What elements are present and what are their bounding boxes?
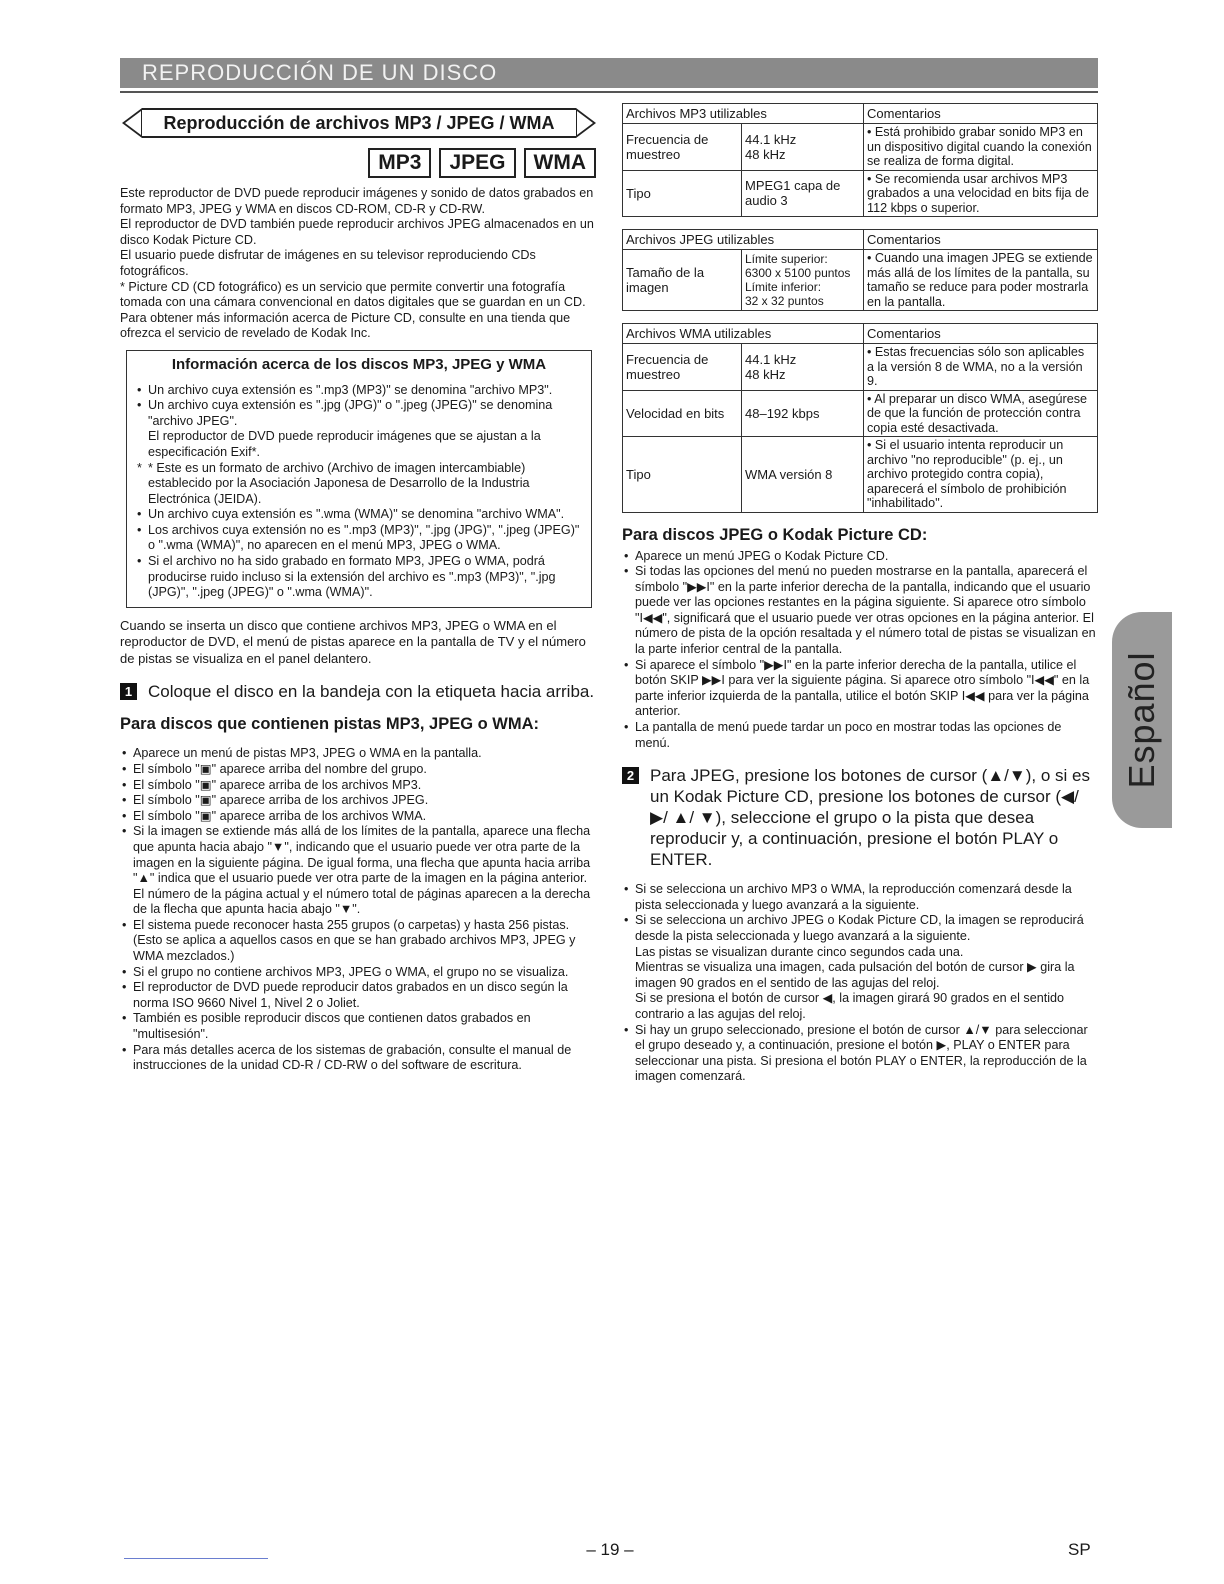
table-cell: Frecuencia de muestreo: [623, 344, 742, 391]
footer-line: [124, 1558, 268, 1559]
table-row: [623, 170, 1098, 217]
table-header: Archivos JPEG utilizables: [623, 230, 864, 250]
table-cell: WMA versión 8: [742, 437, 864, 513]
info-box: [126, 350, 592, 608]
badge-wma: WMA: [524, 148, 596, 178]
list-subitem: Mientras se visualiza una imagen, cada pulsación del botón de cursor ▶ gira la imagen 90 grados en el sentido de las agujas del reloj.: [635, 960, 1075, 990]
list-item: • El reproductor de DVD puede reproducir datos grabados en un disco según la norma ISO 9660 Nivel 1, Nivel 2 o Joliet.: [120, 980, 598, 1011]
list-item: • Si el archivo no ha sido grabado en formato MP3, JPEG o WMA, podrá producirse ruido incluso si la extensión del archivo es ".mp3 (MP3)", ".jpg (JPG)", ".jpeg (JPEG)" o ".wma (WMA)".: [135, 554, 583, 601]
table-row: [623, 437, 1098, 513]
banner-rule: [120, 91, 1098, 93]
list-subitem: Si se presiona el botón de cursor ◀, la imagen girará 90 grados en el sentido contrario a las agujas del reloj.: [635, 991, 1065, 1021]
list-item: • El símbolo "▣" aparece arriba del nombre del grupo.: [120, 762, 598, 778]
table-row: [623, 250, 1098, 311]
table-cell: • Está prohibido grabar sonido MP3 en un dispositivo digital cuando la conexión se realiza de forma digital.: [864, 124, 1098, 171]
list-item: El reproductor de DVD puede reproducir imágenes que se ajustan a la especificación Exif*.: [148, 429, 541, 459]
section-heading-text: Reproducción de archivos MP3 / JPEG / WMA: [142, 108, 576, 138]
list-item: • El símbolo "▣" aparece arriba de los archivos MP3.: [120, 778, 598, 794]
mp3-subheading: Para discos que contienen pistas MP3, JPEG o WMA:: [120, 715, 540, 734]
language-tab-label: Español: [1121, 651, 1162, 789]
list-item: • Los archivos cuya extensión no es ".mp3 (MP3)", ".jpg (JPG)", ".jpeg (JPEG)" o ".wma (WMA)", no aparecen en el menú MP3, JPEG o WMA.: [135, 523, 583, 554]
jpeg-list: [622, 549, 1098, 752]
mp3-table: [622, 103, 1098, 217]
list-item: • Un archivo cuya extensión es ".jpg (JPG)" o ".jpeg (JPEG)" se denomina "archivo JPEG".: [135, 398, 583, 429]
list-item: • Un archivo cuya extensión es ".mp3 (MP3)" se denomina "archivo MP3".: [135, 383, 583, 399]
mp3-list: [120, 746, 598, 1073]
step-1: [120, 681, 598, 702]
page-language-code: SP: [1068, 1540, 1091, 1559]
list-item: • Aparece un menú JPEG o Kodak Picture CD.: [622, 549, 1098, 565]
list-item: • Si la imagen se extiende más allá de los límites de la pantalla, aparece una flecha que apunta hacia abajo "▼", indicando que el usuario puede ver otra parte de la imagen en la siguiente página. De igual forma, una flecha que apunta hacia arriba "▲" indica que el usuario puede ver otra parte de la imagen en la página anterior. El número de la página actual y el número total de páginas aparecen a la derecha de la flecha que apunta hacia abajo "▼".: [120, 824, 598, 918]
intro-paragraph: El reproductor de DVD también puede reproducir archivos JPEG almacenados en un disco Kodak Picture CD.: [120, 217, 594, 247]
table-header: Comentarios: [864, 230, 1098, 250]
table-cell: • Al preparar un disco WMA, asegúrese de que la función de protección contra copia esté desactivada.: [864, 390, 1098, 437]
list-item-footnote: * * Este es un formato de archivo (Archivo de imagen intercambiable) establecido por la Asociación Japonesa de Desarrollo de la Industria Electrónica (JEIDA).: [135, 461, 583, 508]
right-column: [622, 103, 1098, 1085]
intro-footnote: * Picture CD (CD fotográfico) es un servicio que permite convertir una fotografía tomada con una cámara convencional en datos digitales que se guardan en un CD.: [120, 279, 586, 310]
table-row: [623, 390, 1098, 437]
intro-paragraph: Para obtener más información acerca de Picture CD, consulte en una tienda que ofrezca el servicio de revelado de Kodak Inc.: [120, 310, 571, 341]
step-2: [622, 765, 1098, 870]
page-number: – 19 –: [586, 1540, 634, 1559]
table-cell: Tipo: [623, 170, 742, 217]
table-cell: • Se recomienda usar archivos MP3 grabados a una velocidad en bits fija de 112 kbps o superior.: [864, 170, 1098, 217]
table-cell: Tamaño de la imagen: [623, 250, 742, 311]
list-item: • Si aparece el símbolo "▶▶I" en la parte inferior derecha de la pantalla, utilice el botón SKIP ▶▶I para ver la siguiente página. Si aparece otro símbolo "I◀◀" en la parte inferior izquierda de la pantalla, utilice el botón SKIP I◀◀ para ver la página anterior.: [622, 658, 1098, 720]
list-item: • Para más detalles acerca de los sistemas de grabación, consulte el manual de instrucciones de la unidad CD-R / CD-RW o del software de escritura.: [120, 1043, 598, 1074]
list-item: • Si se selecciona un archivo MP3 o WMA, la reproducción comenzará desde la pista seleccionada y luego avanzará a la siguiente.: [622, 882, 1098, 913]
info-box-title: Información acerca de los discos MP3, JPEG y WMA: [171, 355, 547, 373]
table-cell: • Cuando una imagen JPEG se extiende más allá de los límites de la pantalla, su tamaño se reduce para poder mostrarla en la pantalla.: [864, 250, 1098, 311]
list-item: • El símbolo "▣" aparece arriba de los archivos JPEG.: [120, 793, 598, 809]
table-cell: Límite superior: 6300 x 5100 puntos Límite inferior: 32 x 32 puntos: [742, 250, 864, 311]
section-heading: [120, 108, 598, 138]
section-banner: REPRODUCCIÓN DE UN DISCO: [120, 58, 1098, 88]
table-cell: 48–192 kbps: [742, 390, 864, 437]
intro-text: [120, 186, 598, 342]
intro-paragraph: El usuario puede disfrutar de imágenes en su televisor reproduciendo CDs fotográficos.: [120, 248, 536, 278]
table-header: Comentarios: [864, 324, 1098, 344]
table-cell: MPEG1 capa de audio 3: [742, 170, 864, 217]
wma-table: [622, 323, 1098, 513]
list-item: • La pantalla de menú puede tardar un poco en mostrar todas las opciones de menú.: [622, 720, 1098, 751]
table-cell: • Si el usuario intenta reproducir un archivo "no reproducible" (p. ej., un archivo protegido contra copia), aparecerá el símbolo de prohibición "inhabilitado".: [864, 437, 1098, 513]
list-item: • Si todas las opciones del menú no pueden mostrarse en la pantalla, aparecerá el símbolo "▶▶I" en la parte inferior derecha de la pantalla, indicando que el usuario puede ver las opciones restantes en la página siguiente. Si aparece otro símbolo "I◀◀", significará que el usuario puede ver otras opciones en la página anterior. El número de pista de la opción resaltada y el número total de pistas se visualizan en la parte inferior central de la pantalla.: [622, 564, 1098, 658]
table-cell: 44.1 kHz 48 kHz: [742, 124, 864, 171]
table-header: Archivos MP3 utilizables: [623, 104, 864, 124]
table-cell: Tipo: [623, 437, 742, 513]
list-item: • El símbolo "▣" aparece arriba de los archivos WMA.: [120, 809, 598, 825]
step2-list: [622, 882, 1098, 1085]
list-item: • Si el grupo no contiene archivos MP3, JPEG o WMA, el grupo no se visualiza.: [120, 965, 598, 981]
list-item: • También es posible reproducir discos que contienen datos grabados en "multisesión".: [120, 1011, 598, 1042]
table-cell: • Estas frecuencias sólo son aplicables a la versión 8 de WMA, no a la versión 9.: [864, 344, 1098, 391]
badge-jpeg: JPEG: [439, 148, 515, 178]
table-header: Archivos WMA utilizables: [623, 324, 864, 344]
insert-disc-text: Cuando se inserta un disco que contiene archivos MP3, JPEG o WMA en el reproductor de DVD, el menú de pistas aparece en la pantalla de TV y el número de pistas se visualiza en el panel delantero.: [120, 617, 586, 666]
table-row: [623, 344, 1098, 391]
list-item: • Aparece un menú de pistas MP3, JPEG o WMA en la pantalla.: [120, 746, 598, 762]
format-badges: [120, 148, 596, 178]
step-text: Para JPEG, presione los botones de cursor (▲/▼), o si es un Kodak Picture CD, presione los botones de cursor (◀/ ▶/ ▲/ ▼), seleccione el grupo o la pista que desea reproducir y, a continuación, presione el botón PLAY o ENTER.: [650, 766, 1090, 870]
language-tab: [1112, 612, 1172, 828]
left-column: [120, 100, 598, 1074]
list-item: • Si hay un grupo seleccionado, presione el botón de cursor ▲/▼ para seleccionar el grupo deseado y, a continuación, presione el botón ▶, PLAY o ENTER para seleccionar una pista. Si presiona el botón PLAY o ENTER, la reproducción de la imagen comenzará.: [622, 1023, 1098, 1085]
list-item: • Un archivo cuya extensión es ".wma (WMA)" se denomina "archivo WMA".: [135, 507, 583, 523]
step-number: 1: [120, 683, 137, 700]
list-item: • El sistema puede reconocer hasta 255 grupos (o carpetas) y hasta 256 pistas. (Esto se aplica a aquellos casos en que se han grabado archivos MP3, JPEG y WMA mezclados.): [120, 918, 598, 965]
badge-mp3: MP3: [368, 148, 431, 178]
intro-paragraph: Este reproductor de DVD puede reproducir imágenes y sonido de datos grabados en formato MP3, JPEG y WMA en discos CD-ROM, CD-R y CD-RW.: [120, 186, 594, 216]
table-header: Comentarios: [864, 104, 1098, 124]
table-cell: 44.1 kHz 48 kHz: [742, 344, 864, 391]
table-row: [623, 124, 1098, 171]
list-subitem: Las pistas se visualizan durante cinco segundos cada una.: [635, 944, 964, 959]
arrow-left-icon: [122, 108, 142, 138]
info-list: [135, 383, 583, 601]
jpeg-subheading: Para discos JPEG o Kodak Picture CD:: [622, 525, 928, 544]
step-number: 2: [622, 767, 639, 784]
list-item: • Si se selecciona un archivo JPEG o Kodak Picture CD, la imagen se reproducirá desde la pista seleccionada y luego avanzará a la siguiente.: [622, 913, 1098, 944]
table-cell: Frecuencia de muestreo: [623, 124, 742, 171]
jpeg-table: [622, 229, 1098, 311]
arrow-right-icon: [576, 108, 596, 138]
step-text: Coloque el disco en la bandeja con la etiqueta hacia arriba.: [148, 682, 595, 702]
table-cell: Velocidad en bits: [623, 390, 742, 437]
